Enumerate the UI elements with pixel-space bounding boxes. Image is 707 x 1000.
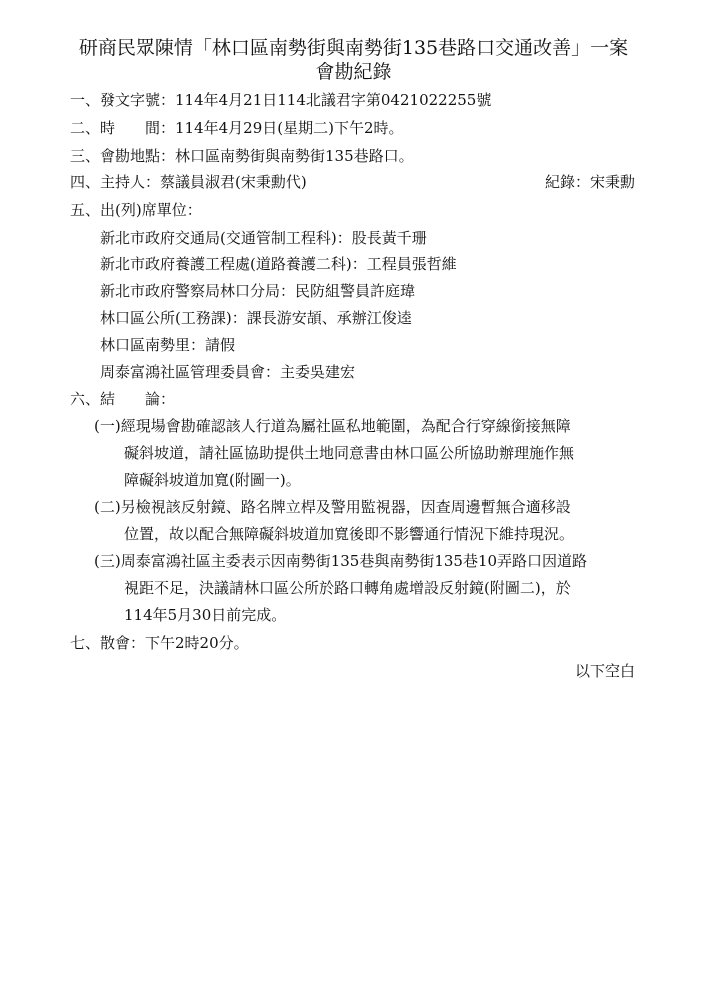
attendee-item: 新北市政府警察局林口分局：民防組警員許庭瑋 [100,282,416,300]
attendee-item: 林口區南勢里：請假 [100,336,236,354]
attendee-item: 周泰富鴻社區管理委員會：主委吳建宏 [100,363,356,381]
item-time: 二、時 間：114年4月29日(星期二)下午2時。 [70,119,404,137]
conclusion-line: (二)另檢視該反射鏡、路名牌立桿及警用監視器，因查周邊暫無合適移設 [94,498,571,516]
item-recorder: 紀錄：宋秉勳 [544,173,635,191]
conclusion-line: 障礙斜坡道加寬(附圖一)。 [124,471,301,489]
item-location: 三、會勘地點：林口區南勢街與南勢街135巷路口。 [70,147,414,165]
conclusion-line: (一)經現場會勘確認該人行道為屬社區私地範圍，為配合行穿線銜接無障 [94,417,571,435]
attendee-item: 新北市政府交通局(交通管制工程科)：股長黃千珊 [100,229,427,247]
item-attendees-heading: 五、出(列)席單位： [70,201,202,219]
attendee-item: 林口區公所(工務課)：課長游安頡、承辦江俊逵 [100,309,412,327]
item-conclusion-heading: 六、結 論： [70,390,176,408]
conclusion-line: (三)周泰富鴻社區主委表示因南勢街135巷與南勢街135巷10弄路口因道路 [94,552,588,570]
item-adjourn: 七、散會：下午2時20分。 [70,634,249,652]
item-host: 四、主持人：蔡議員淑君(宋秉勳代) [70,173,307,191]
document-subtitle: 會勘紀錄 [315,61,392,83]
conclusion-line: 位置，故以配合無障礙斜坡道加寬後即不影響通行情況下維持現況。 [124,525,575,543]
conclusion-line: 礙斜坡道，請社區協助提供土地同意書由林口區公所協助辦理施作無 [124,444,575,462]
attendee-item: 新北市政府養護工程處(道路養護二科)：工程員張哲維 [100,255,457,273]
document-title: 研商民眾陳情「林口區南勢街與南勢街135巷路口交通改善」一案 [78,37,629,59]
item-doc-number: 一、發文字號：114年4月21日114北議君字第0421022255號 [70,91,492,109]
footer-blank-note: 以下空白 [574,662,635,680]
conclusion-line: 114年5月30日前完成。 [124,606,287,624]
conclusion-line: 視距不足，決議請林口區公所於路口轉角處增設反射鏡(附圖二)，於 [124,579,571,597]
